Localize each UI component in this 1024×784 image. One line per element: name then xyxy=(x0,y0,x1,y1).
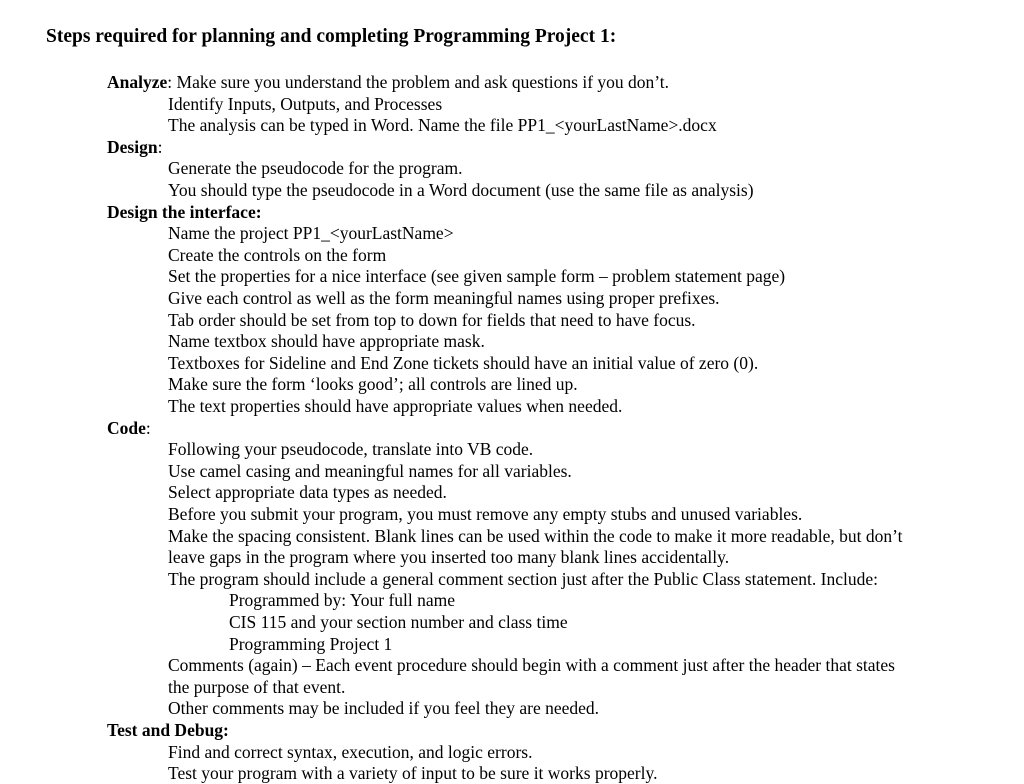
list-item-text: Following your pseudocode, translate into VB code. xyxy=(168,439,534,460)
list-item-cont-text xyxy=(168,547,729,568)
step-5-text xyxy=(107,720,229,741)
list-item-text xyxy=(168,655,895,676)
list-item-text: Name the project PP1_<yourLastName> xyxy=(168,223,454,244)
list-item-text xyxy=(168,569,878,590)
step-description: : Make sure you understand the problem and ask questions if you don’t. xyxy=(167,72,670,92)
sub-item-text xyxy=(229,612,568,633)
list-item-continuation: the purpose of that event. xyxy=(168,676,346,697)
list-item-text xyxy=(168,288,720,309)
list-item-text xyxy=(168,353,758,374)
list-item-text: Set the properties for a nice interface (see given sample form – problem statement page) xyxy=(168,266,786,287)
step-heading: Design xyxy=(107,136,158,157)
list-item-text xyxy=(168,223,454,244)
list-item-text: Find and correct syntax, execution, and logic errors. xyxy=(168,741,533,762)
list-item-text xyxy=(168,245,386,266)
sub-item-text: Programming Project 1 xyxy=(229,633,393,654)
list-item-text xyxy=(168,763,657,784)
step-4-text xyxy=(107,418,151,439)
list-item-text xyxy=(168,742,532,763)
list-item-text: Select appropriate data types as needed. xyxy=(168,482,447,503)
list-item-text xyxy=(168,310,696,331)
list-item-text: The analysis can be typed in Word. Name the file PP1_<yourLastName>.docx xyxy=(168,115,717,136)
list-item-text xyxy=(168,698,599,719)
step-description: : xyxy=(145,417,151,438)
list-item-text xyxy=(168,504,802,525)
step-1-text xyxy=(107,72,669,93)
page-title: Steps required for planning and completing Programming Project 1: xyxy=(46,26,617,47)
step-heading: Analyze xyxy=(107,72,168,92)
list-item-text: Make sure the form ‘looks good’; all controls are lined up. xyxy=(168,374,578,395)
list-item-continuation: leave gaps in the program where you inserted too many blank lines accidentally. xyxy=(168,547,730,568)
step-2-text xyxy=(107,137,162,158)
list-item-text xyxy=(168,115,717,136)
list-item-text xyxy=(168,482,447,503)
step-heading: Code xyxy=(107,417,146,438)
list-item-text: Before you submit your program, you must remove any empty stubs and unused variables. xyxy=(168,504,803,524)
list-item-text: Textboxes for Sideline and End Zone tickets should have an initial value of zero (0). xyxy=(168,352,759,373)
list-item-text xyxy=(168,158,462,179)
list-item-text: Make the spacing consistent. Blank lines can be used within the code to make it more readable, but don’t xyxy=(168,525,903,546)
list-item-text xyxy=(168,461,572,482)
list-item-text xyxy=(168,526,902,547)
sub-item-text: CIS 115 and your section number and class time xyxy=(229,612,568,632)
list-item-text: Create the controls on the form xyxy=(168,244,387,265)
sub-item-text xyxy=(229,634,392,655)
list-item-text xyxy=(168,396,622,417)
list-item-cont-text xyxy=(168,677,345,698)
list-item-text: Give each control as well as the form meaningful names using proper prefixes. xyxy=(168,288,720,308)
list-item-text xyxy=(168,180,754,201)
list-item-text: Identify Inputs, Outputs, and Processes xyxy=(168,93,443,114)
list-item-text: You should type the pseudocode in a Word document (use the same file as analysis) xyxy=(168,180,754,200)
list-item-text: Tab order should be set from top to down for fields that need to have focus. xyxy=(168,309,696,330)
step-description: : xyxy=(157,136,163,157)
list-item-text: The text properties should have appropriate values when needed. xyxy=(168,396,623,416)
list-item-text: Use camel casing and meaningful names for all variables. xyxy=(168,460,572,481)
sub-item-text xyxy=(229,590,455,611)
list-item-text: Comments (again) – Each event procedure should begin with a comment just after the header that states xyxy=(168,655,895,676)
list-item-text: Other comments may be included if you feel they are needed. xyxy=(168,698,600,719)
list-item-text: Test your program with a variety of input to be sure it works properly. xyxy=(168,763,658,784)
list-item-text: Generate the pseudocode for the program. xyxy=(168,158,463,179)
list-item-text: Name textbox should have appropriate mask. xyxy=(168,331,485,352)
step-heading: Test and Debug: xyxy=(107,720,229,740)
step-heading: Design the interface: xyxy=(107,201,262,222)
list-item-text: The program should include a general comment section just after the Public Class statement. Include: xyxy=(168,568,879,589)
list-item-text xyxy=(168,94,442,115)
list-item-text xyxy=(168,266,785,287)
list-item-text xyxy=(168,374,578,395)
list-item-text xyxy=(168,439,533,460)
step-3-text xyxy=(107,202,262,223)
list-item-text xyxy=(168,331,485,352)
sub-item-text: Programmed by: Your full name xyxy=(229,590,456,611)
